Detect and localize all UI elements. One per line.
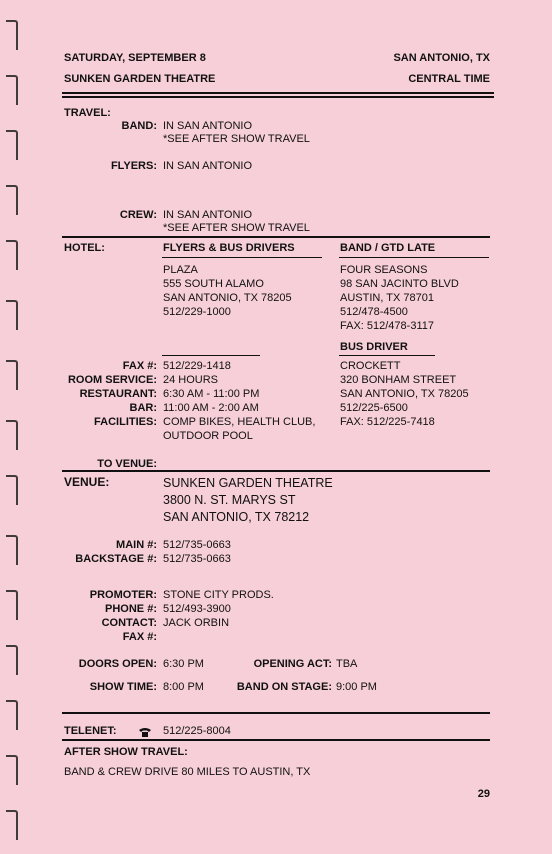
- header-date: SATURDAY, SEPTEMBER 8: [64, 52, 206, 64]
- band-on-stage-label: BAND ON STAGE:: [236, 681, 332, 693]
- hotel-band-line-1: FOUR SEASONS: [340, 264, 428, 276]
- hotel-flyers-line-1: PLAZA: [163, 264, 198, 276]
- hotel-band-heading: BAND / GTD LATE: [340, 242, 436, 254]
- hotel-bus-line-1: CROCKETT: [340, 360, 401, 372]
- travel-band-line-2: *SEE AFTER SHOW TRAVEL: [163, 133, 310, 145]
- venue-promoter: STONE CITY PRODS.: [163, 589, 274, 601]
- hotel-band-line-3: AUSTIN, TX 78701: [340, 292, 434, 304]
- hotel-facilities-label: FACILITIES:: [94, 416, 157, 428]
- travel-heading: TRAVEL:: [64, 107, 111, 119]
- binder-hole: [6, 240, 18, 270]
- venue-backstage-label: BACKSTAGE #:: [75, 553, 157, 565]
- hotel-flyers-heading: FLYERS & BUS DRIVERS: [163, 242, 295, 254]
- header-venue: SUNKEN GARDEN THEATRE: [64, 73, 216, 85]
- hotel-bar-label: BAR:: [129, 402, 157, 414]
- hotel-bus-heading: BUS DRIVER: [340, 341, 408, 353]
- hotel-band-line-2: 98 SAN JACINTO BLVD: [340, 278, 459, 290]
- page-number: 29: [477, 788, 490, 800]
- venue-backstage: 512/735-0663: [163, 553, 231, 565]
- hotel-bus-line-4: 512/225-6500: [340, 402, 408, 414]
- hotel-room-service: 24 HOURS: [163, 374, 219, 386]
- hotel-facilities-line-1: COMP BIKES, HEALTH CLUB,: [163, 416, 316, 428]
- hotel-band-underline: [339, 257, 489, 258]
- after-show-text: BAND & CREW DRIVE 80 MILES TO AUSTIN, TX: [64, 766, 311, 778]
- binder-hole: [6, 360, 18, 390]
- venue-main-label: MAIN #:: [116, 539, 157, 551]
- hotel-bus-line-3: SAN ANTONIO, TX 78205: [340, 388, 469, 400]
- hotel-flyers-line-4: 512/229-1000: [163, 306, 231, 318]
- binder-hole: [6, 755, 18, 785]
- venue-phone: 512/493-3900: [163, 603, 231, 615]
- hotel-band-line-5: FAX: 512/478-3117: [340, 320, 434, 332]
- hotel-fax: 512/229-1418: [163, 360, 231, 372]
- binder-hole: [6, 645, 18, 675]
- binder-hole: [6, 700, 18, 730]
- binder-hole: [6, 420, 18, 450]
- hotel-bus-underline: [339, 355, 435, 356]
- hotel-restaurant: 6:30 AM - 11:00 PM: [163, 388, 260, 400]
- travel-flyers-line: IN SAN ANTONIO: [163, 160, 253, 172]
- binder-hole: [6, 75, 18, 105]
- hotel-bus-line-2: 320 BONHAM STREET: [340, 374, 457, 386]
- binder-hole: [6, 590, 18, 620]
- after-show-heading: AFTER SHOW TRAVEL:: [64, 746, 188, 758]
- opening-act: TBA: [336, 658, 358, 670]
- hotel-flyers-underline: [162, 257, 322, 258]
- binder-hole: [6, 185, 18, 215]
- telenet-rule: [62, 739, 490, 741]
- hotel-fax-overline: [162, 355, 260, 356]
- band-on-stage: 9:00 PM: [336, 681, 377, 693]
- travel-crew-line-2: *SEE AFTER SHOW TRAVEL: [163, 222, 310, 234]
- header-rule-bottom: [62, 96, 494, 98]
- venue-line-1: SUNKEN GARDEN THEATRE: [163, 476, 333, 490]
- venue-line-3: SAN ANTONIO, TX 78212: [163, 510, 310, 524]
- venue-line-2: 3800 N. ST. MARYS ST: [163, 493, 296, 507]
- telenet-number: 512/225-8004: [163, 725, 231, 737]
- hotel-rule: [62, 470, 490, 472]
- venue-promoter-label: PROMOTER:: [89, 589, 157, 601]
- binder-hole: [6, 535, 18, 565]
- venue-rule: [62, 712, 490, 714]
- hotel-restaurant-label: RESTAURANT:: [79, 388, 157, 400]
- travel-crew-line-1: IN SAN ANTONIO: [163, 209, 253, 221]
- binder-hole: [6, 20, 18, 50]
- hotel-facilities-line-2: OUTDOOR POOL: [163, 430, 253, 442]
- hotel-flyers-line-3: SAN ANTONIO, TX 78205: [163, 292, 292, 304]
- hotel-bar: 11:00 AM - 2:00 AM: [163, 402, 259, 414]
- doors-open: 6:30 PM: [163, 658, 204, 670]
- show-time: 8:00 PM: [163, 681, 204, 693]
- hotel-bus-line-5: FAX: 512/225-7418: [340, 416, 435, 428]
- venue-phone-label: PHONE #:: [105, 603, 157, 615]
- travel-band-label: BAND:: [121, 120, 157, 132]
- hotel-room-service-label: ROOM SERVICE:: [67, 374, 157, 386]
- venue-contact-label: CONTACT:: [101, 617, 157, 629]
- binder-hole: [6, 130, 18, 160]
- hotel-heading: HOTEL:: [64, 242, 105, 254]
- binder-hole: [6, 300, 18, 330]
- header-city: SAN ANTONIO, TX: [393, 52, 490, 64]
- hotel-fax-label: FAX #:: [122, 360, 157, 372]
- venue-contact: JACK ORBIN: [163, 617, 230, 629]
- travel-band-line-1: IN SAN ANTONIO: [163, 120, 253, 132]
- venue-main: 512/735-0663: [163, 539, 231, 551]
- venue-fax-label: FAX #:: [122, 631, 157, 643]
- travel-crew-label: CREW:: [119, 209, 157, 221]
- travel-rule: [62, 236, 490, 238]
- binder-hole: [6, 810, 18, 840]
- header-timezone: CENTRAL TIME: [408, 73, 490, 85]
- binder-hole: [6, 475, 18, 505]
- doors-open-label: DOORS OPEN:: [78, 658, 157, 670]
- to-venue-label: TO VENUE:: [97, 458, 157, 470]
- venue-heading: VENUE:: [64, 475, 110, 489]
- opening-act-label: OPENING ACT:: [253, 658, 332, 670]
- hotel-band-line-4: 512/478-4500: [340, 306, 408, 318]
- travel-flyers-label: FLYERS:: [110, 160, 157, 172]
- telenet-label: TELENET:: [64, 725, 117, 737]
- header-rule-top: [62, 92, 494, 94]
- hotel-flyers-line-2: 555 SOUTH ALAMO: [163, 278, 264, 290]
- show-time-label: SHOW TIME:: [89, 681, 157, 693]
- telephone-icon: [138, 725, 152, 737]
